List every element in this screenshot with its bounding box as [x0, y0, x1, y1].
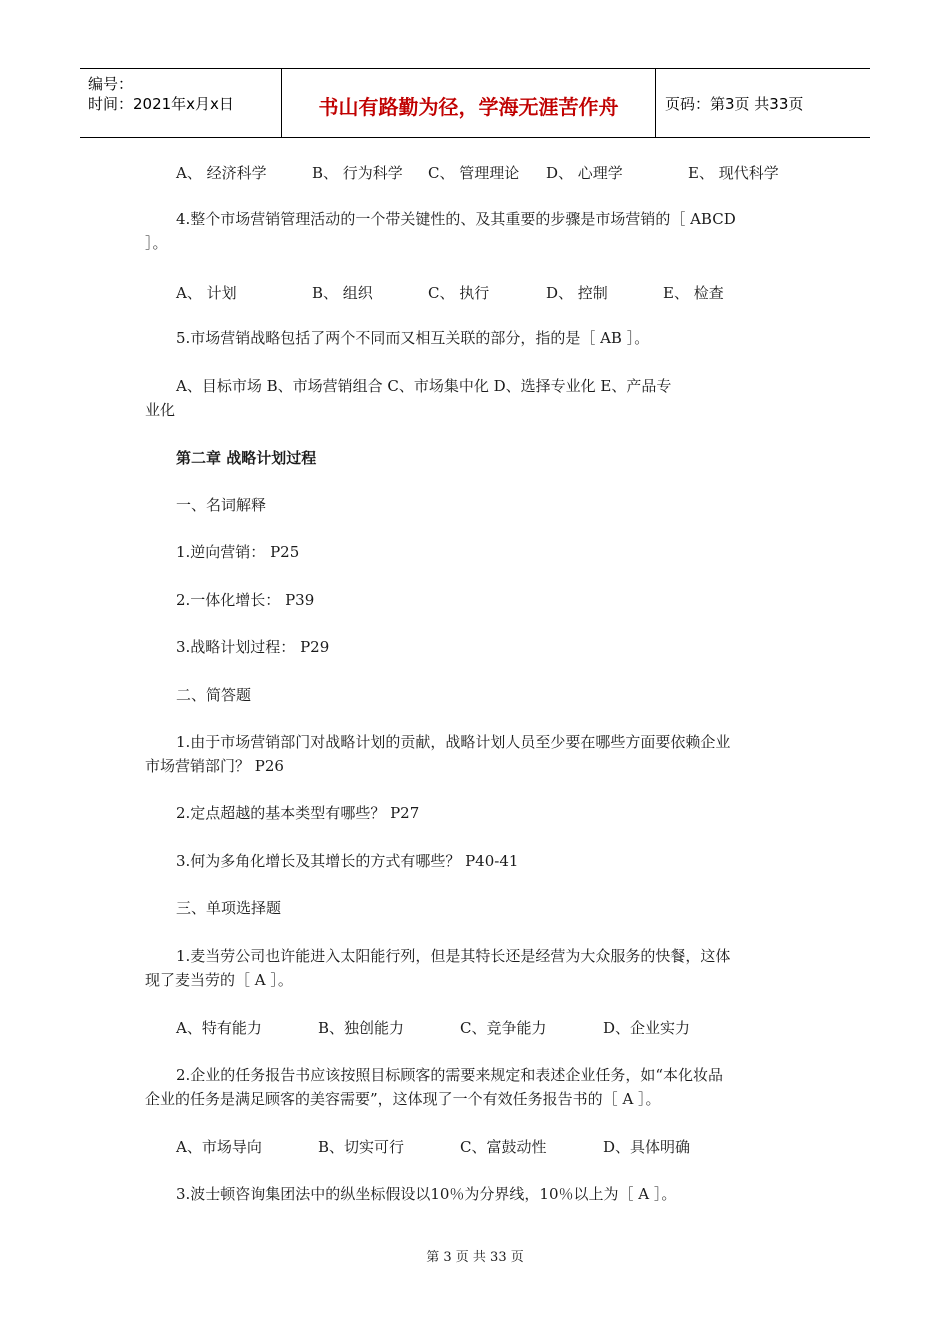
short-answer-q1-line2: 市场营销部门？ P26: [145, 757, 284, 775]
option: A、特有能力: [176, 1019, 262, 1037]
short-answer-q1-line1: 1.由于市场营销部门对战略计划的贡献，战略计划人员至少要在哪些方面要依赖企业: [176, 733, 731, 751]
option: B、切实可行: [318, 1138, 405, 1156]
chapter-title: 第二章 战略计划过程: [176, 449, 317, 467]
option: B、独创能力: [318, 1019, 405, 1037]
page-label: 页码：第3页 共33页: [665, 95, 804, 113]
section-heading: 一、名词解释: [176, 496, 267, 514]
option: A、 计划: [176, 284, 237, 302]
option: E、 现代科学: [688, 164, 779, 182]
motto: 书山有路勤为径，学海无涯苦作舟: [318, 95, 619, 119]
option: A、市场导向: [176, 1138, 262, 1156]
term-item: 1.逆向营销： P25: [176, 543, 300, 561]
option: B、 行为科学: [312, 164, 403, 182]
q4-line1: 4.整个市场营销管理活动的一个带关键性的、及其重要的步骤是市场营销的［ ABCD: [176, 210, 736, 228]
mc-q3: 3.波士顿咨询集团法中的纵坐标假设以10％为分界线，10％以上为［ A ］。: [176, 1185, 677, 1203]
number-label: 编号：: [88, 75, 134, 93]
mc-q1-line2: 现了麦当劳的［ A ］。: [145, 971, 293, 989]
option: C、竞争能力: [460, 1019, 547, 1037]
header-center-cell: [281, 69, 656, 137]
term-item: 3.战略计划过程： P29: [176, 638, 330, 656]
option: E、 检查: [663, 284, 724, 302]
header-left-cell: [80, 69, 280, 137]
short-answer-q2: 2.定点超越的基本类型有哪些？ P27: [176, 804, 420, 822]
q5-text: 5.市场营销战略包括了两个不同而又相互关联的部分，指的是［ AB ］。: [176, 329, 650, 347]
q5-options-line1: A、目标市场 B、市场营销组合 C、市场集中化 D、选择专业化 E、产品专: [176, 377, 672, 395]
page-header: [80, 68, 870, 138]
option: D、 心理学: [546, 164, 623, 182]
option: A、 经济科学: [176, 164, 267, 182]
page-footer: 第 3 页 共 33 页: [426, 1250, 524, 1265]
option: C、 执行: [428, 284, 490, 302]
option: B、 组织: [312, 284, 373, 302]
mc-q2-line1: 2.企业的任务报告书应该按照目标顾客的需要来规定和表述企业任务，如“本化妆品: [176, 1066, 723, 1084]
mc-q1-line1: 1.麦当劳公司也许能进入太阳能行列，但是其特长还是经营为大众服务的快餐，这体: [176, 947, 731, 965]
time-label: 时间：2021年x月x日: [88, 95, 234, 113]
option: C、 管理理论: [428, 164, 520, 182]
term-item: 2.一体化增长： P39: [176, 591, 315, 609]
q4-line2: ］。: [145, 234, 168, 252]
section-heading: 三、单项选择题: [176, 899, 282, 917]
option: D、 控制: [546, 284, 608, 302]
section-heading: 二、简答题: [176, 686, 252, 704]
option: C、富鼓动性: [460, 1138, 547, 1156]
header-right-cell: [655, 69, 870, 137]
q5-options-line2: 业化: [145, 401, 176, 419]
option: D、具体明确: [603, 1138, 691, 1156]
short-answer-q3: 3.何为多角化增长及其增长的方式有哪些？ P40-41: [176, 852, 519, 870]
option: D、企业实力: [603, 1019, 691, 1037]
mc-q2-line2: 企业的任务是满足顾客的美容需要”，这体现了一个有效任务报告书的［ A ］。: [145, 1090, 661, 1108]
